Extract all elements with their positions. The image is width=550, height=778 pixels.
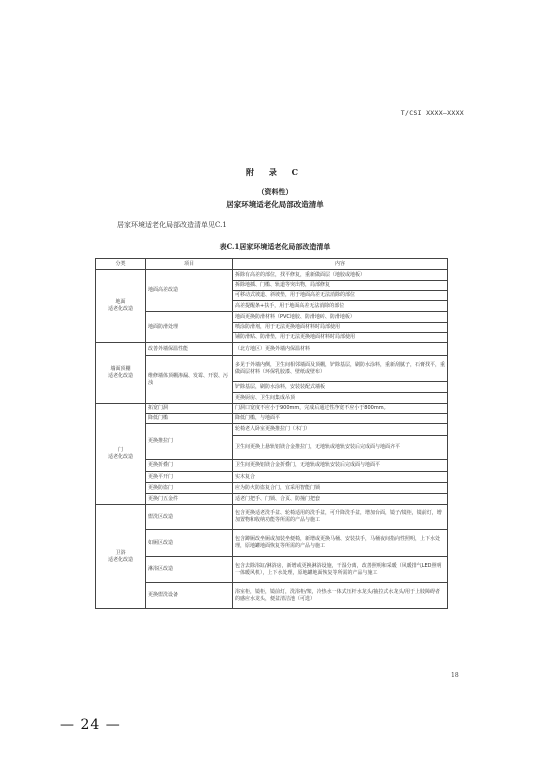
content-cell: （北方地区）更换外墙内保温材料	[233, 343, 448, 356]
item-cell: 淋浴区改造	[146, 557, 233, 583]
table-row	[96, 472, 448, 483]
content-cell: 地面更换防滑材料（PVC地胶、防滑地砖、防滑地板）	[233, 312, 448, 323]
content-cell: 包含去除浴缸/淋浴房，新增或更换淋浴设施，干湿分离，改善照明和采暖（风暖排气LED照明一体暖风机），上下水处理，原地罐地面恢复等所需的产品与施工	[233, 557, 448, 583]
page-number-small: 18	[451, 672, 459, 679]
appendix-ref-note: （资料性）	[257, 187, 293, 196]
page-number-large: — 24 —	[60, 717, 121, 733]
content-cell: 实木复合	[233, 472, 448, 483]
category-cell: 墙面顶棚 适老化改造	[96, 343, 146, 404]
table-row	[96, 505, 448, 530]
content-cell: 包含蹲厕改坐厕或加装坐便椅，新增或更换马桶、安装扶手，马桶夜间指向性照明，上下水处理，原地罐地面恢复等所需的产品与施工	[233, 530, 448, 557]
table-row	[96, 404, 448, 414]
item-cell: 更换推拉门	[146, 424, 233, 460]
table-row	[96, 270, 448, 281]
table-header-row	[96, 259, 448, 270]
item-cell: 更换盥洗设备	[146, 583, 233, 609]
table-row	[96, 494, 448, 505]
category-cell: 卫浴 适老化改造	[96, 505, 146, 609]
item-cell: 盥洗区改造	[146, 505, 233, 530]
content-cell: 多见于外墙内侧，卫生间相邻墙面及顶棚，铲除基层，刷防水涂料，重新刮腻子，石膏找平，重做面层材料（环保乳胶漆、壁纸或壁布）	[233, 356, 448, 382]
header-content: 内容	[233, 259, 448, 270]
category-cell: 门 适老化改造	[96, 404, 146, 505]
content-cell: 浴室柜，镜柜，镜前灯，洗浴柜/架，冷热水一体式压杆水龙头/抽拉式水龙头/用于上肢障碍者的感应水龙头，便盆清洁池（可选）	[233, 583, 448, 609]
renovation-table	[95, 258, 448, 609]
item-cell: 更换平开门	[146, 472, 233, 483]
table-row	[96, 312, 448, 323]
table-row	[96, 483, 448, 494]
intro-text: 居家环境适老化局部改造清单见C.1	[117, 221, 227, 229]
table-row	[96, 414, 448, 424]
appendix-title: 居家环境适老化局部改造清单	[226, 200, 324, 209]
table-row	[96, 583, 448, 609]
item-cell: 拓宽门洞	[146, 404, 233, 414]
content-cell: 可移动式坡道、斜坡垫，用于地面高差无法消除的部位	[233, 291, 448, 301]
content-cell: 包含更换适老洗手盆、轮椅适用的洗手盆，可升降洗手盆，增加台面，镜子/镜柜，镜前灯，增加置物和收纳功能等所需的产品与施工	[233, 505, 448, 530]
table-row	[96, 356, 448, 382]
table-row	[96, 460, 448, 472]
item-cell: 降低门槛	[146, 414, 233, 424]
header-item: 项目	[146, 259, 233, 270]
table-row	[96, 424, 448, 436]
table-row	[96, 343, 448, 356]
item-cell: 更换防盗门	[146, 483, 233, 494]
content-cell: 铺防滑贴、防滑垫，用于无法更换地面材料时局部使用	[233, 333, 448, 343]
appendix-label: 附 录 C	[246, 167, 304, 177]
standard-code: T/CSI XXXX—XXXX	[400, 109, 464, 117]
item-cell: 地面高差改造	[146, 270, 233, 312]
content-cell: 拆除地插、门槛、轨道等突出物，局部修复	[233, 281, 448, 291]
item-cell: 更换门五金件	[146, 494, 233, 505]
content-cell: 卫生间更换铝镁合金折叠门，无地轨或地轨安装后完成面与地面平	[233, 460, 448, 472]
content-cell: 降低门槛，与地面平	[233, 414, 448, 424]
table-row	[96, 530, 448, 557]
content-cell: 更换厨房、卫生间集成吊顶	[233, 393, 448, 404]
item-cell: 地面防滑处理	[146, 312, 233, 343]
item-cell: 改善外墙保温性能	[146, 343, 233, 356]
content-cell: 喷涂防滑剂，用于无法更换地面材料时局部使用	[233, 323, 448, 333]
content-cell: 铲除基层，刷防水涂料，安装装配式墙板	[233, 382, 448, 393]
item-cell: 更换折叠门	[146, 460, 233, 472]
table-body	[96, 270, 448, 609]
header-category: 分类	[96, 259, 146, 270]
content-cell: 门洞口宽度不应小于900mm，完成后通过性净宽不应小于800mm。	[233, 404, 448, 414]
content-cell: 应为防火防盗复合门，宜采用智能门锁	[233, 483, 448, 494]
content-cell: 高差提醒条+扶手，用于地面高差无法消除的部位	[233, 301, 448, 312]
content-cell: 适老门把手、门锁、合页、防撞门把套	[233, 494, 448, 505]
content-cell: 轮椅老人卧室更换推拉门（木门）	[233, 424, 448, 436]
table-row	[96, 557, 448, 583]
content-cell: 卫生间更换上悬轨铝镁合金推拉门，无地轨或地轨安装后完成面与地面齐平	[233, 436, 448, 460]
category-cell: 地面 适老化改造	[96, 270, 146, 343]
content-cell: 拆除有高差的部位，找平修复，重新做面层（地胶或地板）	[233, 270, 448, 281]
item-cell: 维修墙体顶棚渗漏、发霉、开裂、污浊	[146, 356, 233, 404]
table-caption: 表C.1居家环境适老化局部改造清单	[219, 242, 331, 251]
item-cell: 如厕区改造	[146, 530, 233, 557]
